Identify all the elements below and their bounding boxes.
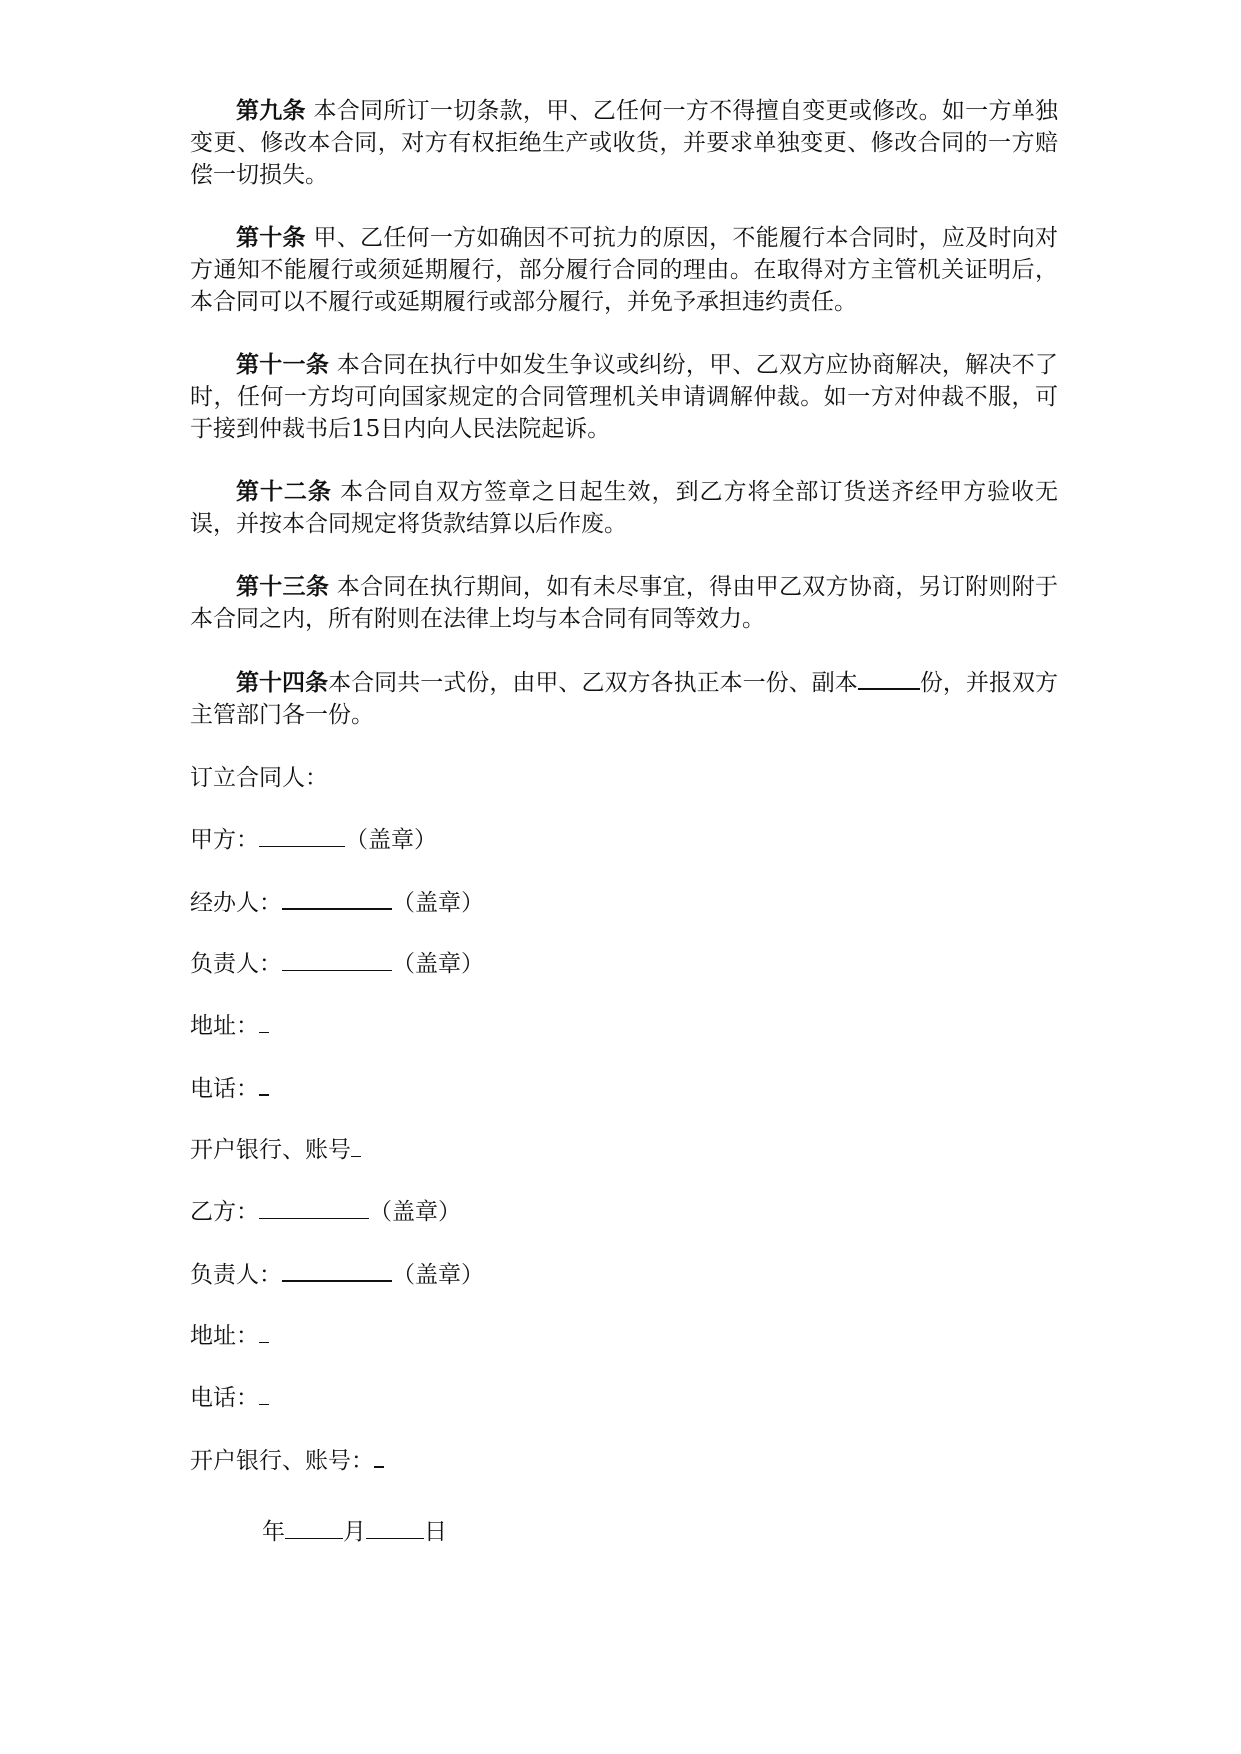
party-b-bank-line xyxy=(190,1444,1058,1506)
article-14 xyxy=(190,666,1058,731)
bank-label: 开户银行、账号 xyxy=(190,1137,351,1163)
party-a-blank xyxy=(259,824,345,847)
party-a-responsible-line xyxy=(190,948,1058,1010)
party-a-phone-line xyxy=(190,1072,1058,1134)
party-a-bank-line xyxy=(190,1134,1058,1196)
party-b-label: 乙方： xyxy=(190,1199,259,1225)
responsible-label: 负责人： xyxy=(190,1262,282,1288)
address-label: 地址： xyxy=(190,1323,259,1349)
responsible-label: 负责人： xyxy=(190,951,282,977)
article-text: 本合同所订一切条款，甲、乙任何一方不得擅自变更或修改。如一方单独变更、修改本合同，对方有权拒绝生产或收货，并要求单独变更、修改合同的一方赔偿一切损失。 xyxy=(190,98,1059,188)
year-label: 年 xyxy=(262,1519,285,1545)
address-blank xyxy=(259,1010,269,1033)
seal-note: （盖章） xyxy=(392,890,484,916)
article-text-after: 份，并报双方主管部门各一份。 xyxy=(190,670,1059,728)
article-13 xyxy=(190,571,1058,635)
signature-block xyxy=(190,762,1058,1548)
party-b-address-line xyxy=(190,1320,1058,1382)
month-blank xyxy=(285,1516,343,1539)
phone-label: 电话： xyxy=(190,1076,259,1102)
article-text: 甲、乙任何一方如确因不可抗力的原因，不能履行本合同时，应及时向对方通知不能履行或须延期履行，部分履行合同的理由。在取得对方主管机关证明后，本合同可以不履行或延期履行或部分履行，并免予承担违约责任。 xyxy=(190,225,1059,315)
month-label: 月 xyxy=(343,1519,366,1545)
signatories-heading: 订立合同人： xyxy=(190,765,328,791)
article-number: 第十四条 xyxy=(236,669,329,696)
party-a-line xyxy=(190,824,1058,886)
party-b-responsible-line xyxy=(190,1258,1058,1320)
phone-label: 电话： xyxy=(190,1385,259,1411)
article-number: 第九条 xyxy=(236,97,306,124)
article-9 xyxy=(190,95,1058,191)
address-label: 地址： xyxy=(190,1013,259,1039)
article-number: 第十一条 xyxy=(236,351,330,378)
party-b-line xyxy=(190,1196,1058,1258)
party-a-agent-line xyxy=(190,886,1058,948)
bank-blank xyxy=(374,1444,384,1468)
article-text-before: 本合同共一式份，由甲、乙双方各执正本一份、副本 xyxy=(328,670,858,696)
seal-note: （盖章） xyxy=(392,951,484,977)
article-11 xyxy=(190,349,1058,445)
responsible-blank xyxy=(282,1258,392,1282)
contract-content xyxy=(190,95,1058,1571)
article-number: 第十条 xyxy=(236,224,306,251)
article-12 xyxy=(190,476,1058,540)
agent-label: 经办人： xyxy=(190,890,282,916)
phone-blank xyxy=(259,1072,269,1096)
party-b-phone-line xyxy=(190,1382,1058,1444)
agent-blank xyxy=(282,886,392,910)
day-label: 日 xyxy=(424,1519,447,1545)
party-b-blank xyxy=(259,1196,369,1219)
article-10 xyxy=(190,222,1058,318)
address-blank xyxy=(259,1320,269,1343)
article-text: 本合同自双方签章之日起生效，到乙方将全部订货送齐经甲方验收无误，并按本合同规定将货款结算以后作废。 xyxy=(190,479,1059,537)
article-number: 第十二条 xyxy=(236,478,332,505)
responsible-blank xyxy=(282,948,392,971)
bank-blank xyxy=(351,1134,361,1157)
article-text: 本合同在执行期间，如有未尽事宜，得由甲乙双方协商，另订附则附于本合同之内，所有附则在法律上均与本合同有同等效力。 xyxy=(190,574,1059,632)
seal-note: （盖章） xyxy=(392,1262,484,1288)
party-a-label: 甲方： xyxy=(190,827,259,853)
bank-label: 开户银行、账号： xyxy=(190,1448,374,1474)
copies-blank xyxy=(858,666,920,690)
party-a-address-line xyxy=(190,1010,1058,1072)
seal-note: （盖章） xyxy=(369,1199,461,1225)
article-number: 第十三条 xyxy=(236,573,330,600)
day-blank xyxy=(366,1516,424,1539)
seal-note: （盖章） xyxy=(345,827,437,853)
article-text: 本合同在执行中如发生争议或纠纷，甲、乙双方应协商解决，解决不了时，任何一方均可向国家规定的合同管理机关申请调解仲裁。如一方对仲裁不服，可于接到仲裁书后15日内向人民法院起诉。 xyxy=(190,352,1059,442)
date-line xyxy=(190,1516,1058,1548)
phone-blank xyxy=(259,1382,269,1405)
